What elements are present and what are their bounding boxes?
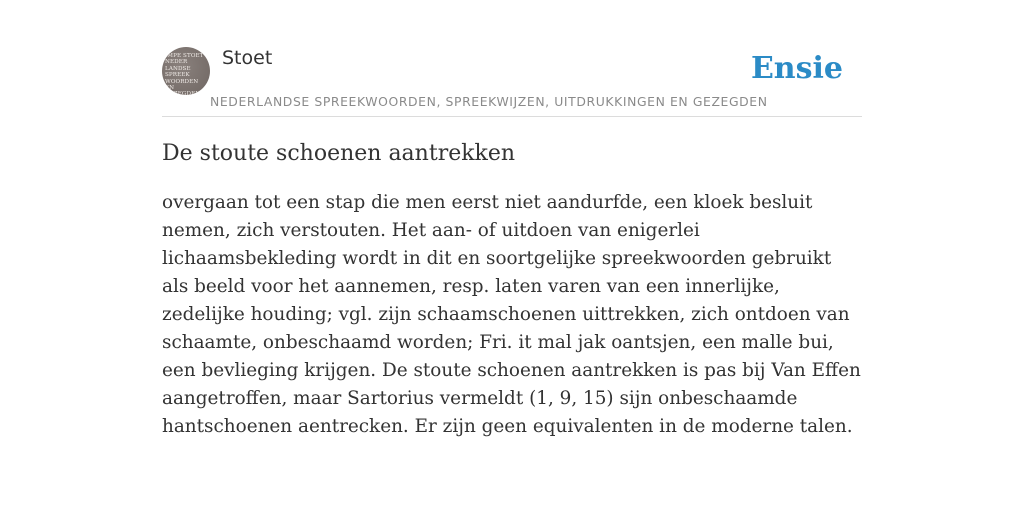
entry-title: De stoute schoenen aantrekken (162, 141, 516, 166)
source-subtitle: NEDERLANDSE SPREEKWOORDEN, SPREEKWIJZEN, UITDRUKKINGEN EN GEZEGDEN (210, 94, 768, 109)
source-avatar[interactable] (162, 47, 210, 95)
avatar-cover-text: IMPE STOET NEDER LANDSE SPREEK WOORDEN EN GEZEGDEN (165, 53, 204, 95)
brand-logo-link[interactable]: Ensie (750, 51, 843, 86)
entry-card (162, 44, 862, 441)
entry-body: overgaan tot een stap die men eerst niet aandurfde, een kloek besluit nemen, zich verstouten. Het aan- of uitdoen van enigerlei lichaamsbekleding wordt in dit en soortgelijke spreekwoorden gebruikt als beeld voor het aannemen, resp. laten varen van een innerlijke, zedelijke houding; vgl. zijn schaamschoenen uittrekken, zich ontdoen van schaamte, onbeschaamd worden; Fri. it mal jak oantsjen, een malle bui, een bevlieging krijgen. De stoute schoenen aantrekken is pas bij Van Effen aangetroffen, maar Sartorius vermeldt (1, 9, 15) sijn onbeschaamde hantschoenen aentrecken. Er zijn geen equivalenten in de moderne talen. (162, 192, 861, 437)
source-header (162, 44, 862, 116)
header-divider (162, 116, 862, 117)
source-name[interactable]: Stoet (222, 47, 273, 69)
